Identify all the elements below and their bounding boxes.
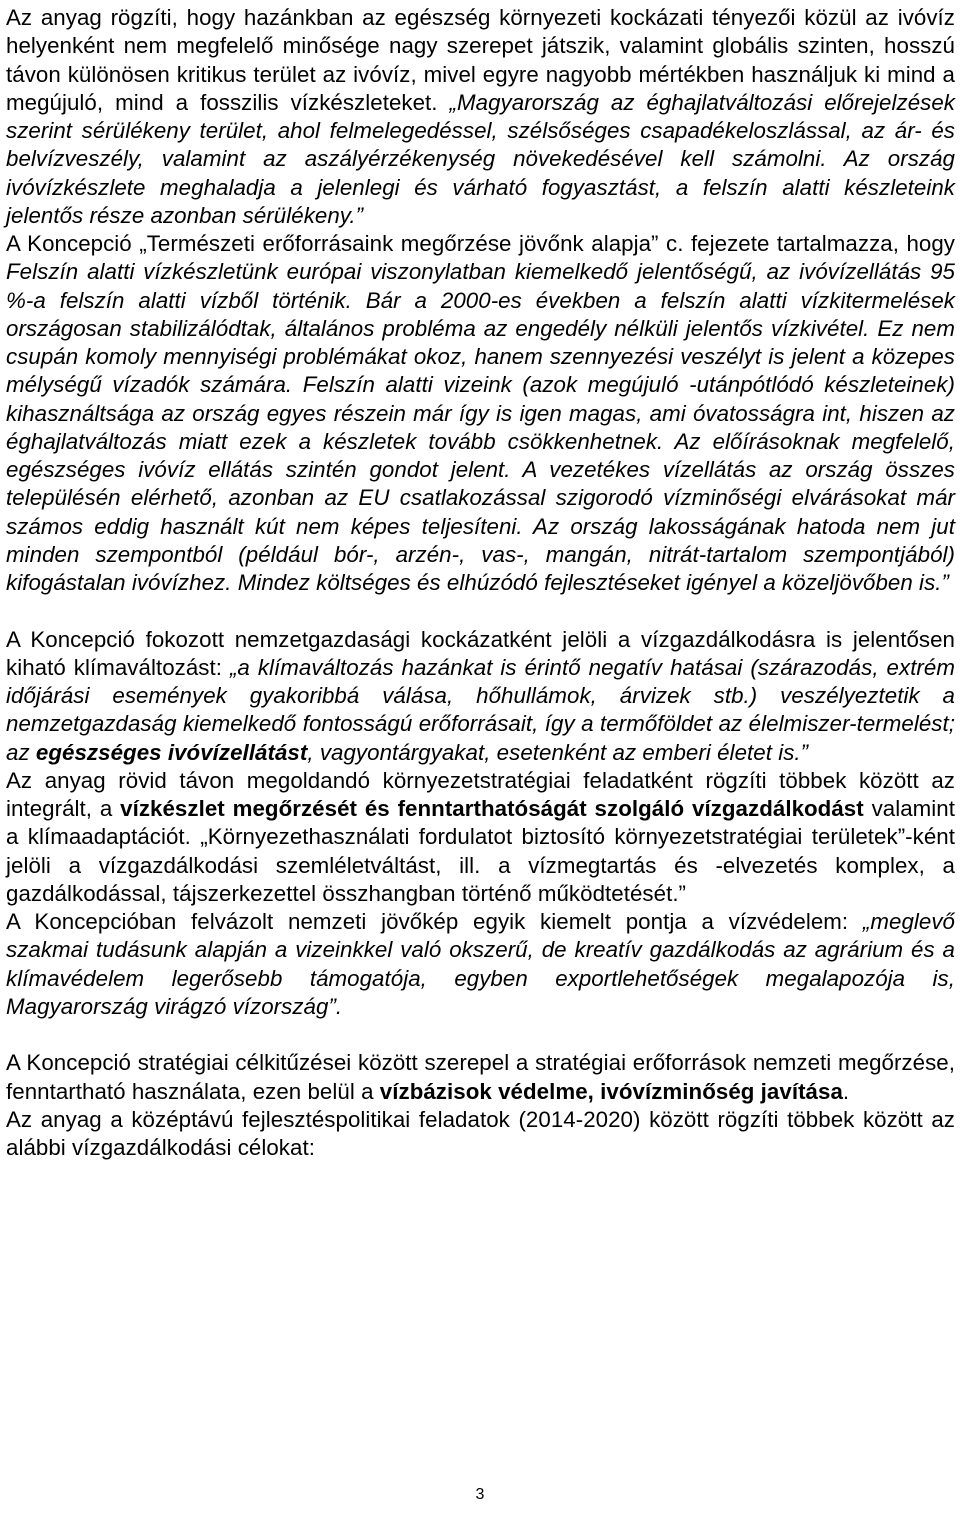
text-run: A Koncepcióban felvázolt nemzeti jövőkép egyik kiemelt pontja a vízvédelem: <box>6 909 863 934</box>
emphasis-text: vízbázisok védelme, ivóvízminőség javítása <box>379 1078 843 1104</box>
text-run: Az anyag a középtávú fejlesztéspolitikai feladatok (2014-2020) között rögzíti többek között az alábbi vízgazdálkodási célokat: <box>6 1106 955 1160</box>
text-run: Az anyag rögzíti, hogy hazánkban az egészség környezeti kockázati tényezői közül az ivóvíz helyenként nem megfelelő minősége nagy szerepet játszik, valamint globális szinten, hosszú távon különösen kritikus terület az ivóvíz, mivel egyre nagyobb mértékben használjuk ki mind a megújuló, mind a fosszilis vízkészleteket. <box>6 5 955 115</box>
text-run: valamint a klímaadaptációt. „Környezethasználati fordulatot biztosító környezetstratégiai területek”-ként jelöli a vízgazdálkodási szemléletváltást, ill. a vízmegtartás és -elvezetés komplex, a gazdálkodással, tájszerkezettel összhangban történő működtetését.” <box>6 796 955 906</box>
paragraph-1 <box>6 4 955 230</box>
document-body <box>6 4 955 1162</box>
emphasis-text: vízkészlet megőrzését és fenntarthatóságát szolgáló vízgazdálkodást <box>120 796 864 821</box>
text-run: A Koncepció „Természeti erőforrásaink megőrzése jövőnk alapja” c. fejezete tartalmazza, hogy <box>6 231 955 256</box>
quote-text: „a klímaváltozás hazánkat is érintő negatív hatásai (szárazodás, extrém időjárási események gyakoribbá válása, hőhullámok, árvizek stb.) veszélyeztetik a nemzetgazdaság kiemelkedő fontosságú erőforrásait, így a termőföldet az élelmiszer-termelést; az <box>6 654 955 765</box>
paragraph-4 <box>6 767 955 908</box>
paragraph-6 <box>6 1049 955 1106</box>
quote-text: , vagyontárgyakat, esetenként az emberi életet is.” <box>307 739 809 765</box>
paragraph-3 <box>6 626 955 767</box>
paragraph-5 <box>6 908 955 1021</box>
quote-text: Felszín alatti vízkészletünk európai viszonylatban kiemelkedő jelentőségű, az ivóvízellátás 95 %-a felszín alatti vízből történik. Bár a 2000-es években a felszín alatti vízkitermelések országosan stabilizálódtak, általános probléma az engedély nélküli jelentős vízkivétel. Ez nem csupán komoly mennyiségi problémákat okoz, hanem szennyezési veszélyt is jelent a közepes mélységű vízadók számára. Felszín alatti vizeink (azok megújuló -utánpótlódó készleteinek) kihasználtsága az ország egyes részein már így is igen magas, ami óvatosságra int, hiszen az éghajlatváltozás miatt ezek a készletek tovább csökkenhetnek. Az előírásoknak megfelelő, egészséges ivóvíz ellátás szintén gondot jelent. A vezetékes vízellátás az ország összes településén elérhető, azonban az EU csatlakozással szigorodó vízminőségi elvárásokat már számos eddig használt kút nem képes teljesíteni. Az ország lakosságának hatoda nem jut minden szempontból (például bór-, arzén-, vas-, mangán, nitrát-tartalom szempontjából) kifogástalan ivóvízhez. Mindez költséges és elhúzódó fejlesztéseket igényel a közeljövőben is.” <box>6 259 955 595</box>
quote-text: „Magyarország az éghajlatváltozási előrejelzések szerint sérülékeny terület, ahol felmelegedéssel, szélsőséges csapadékeloszlással, az ár- és belvízveszély, valamint az aszályérzékenység növekedésével kell számolni. Az ország ivóvízkészlete meghaladja a jelenlegi és várható fogyasztást, a felszín alatti készleteink jelentős része azonban sérülékeny.” <box>6 89 956 228</box>
emphasis-text: egészséges ivóvízellátást <box>35 739 308 765</box>
text-run: Az anyag rövid távon megoldandó környezetstratégiai feladatként rögzíti többek között az integrált, a <box>6 767 955 821</box>
paragraph-gap <box>6 597 955 625</box>
paragraph-gap <box>6 1021 955 1049</box>
text-run: A Koncepció fokozott nemzetgazdasági kockázatként jelöli a vízgazdálkodásra is jelentősen kiható klímaváltozást: <box>6 626 955 680</box>
text-run: . <box>842 1078 850 1104</box>
paragraph-7 <box>6 1106 955 1163</box>
paragraph-2 <box>6 230 955 597</box>
quote-text: „meglevő szakmai tudásunk alapján a vizeinkkel való okszerű, de kreatív gazdálkodás az agrárium és a klímavédelem legerősebb támogatója, egyben exportlehetőségek megalapozója is, Magyarország virágzó vízország”. <box>6 909 955 1019</box>
text-run: A Koncepció stratégiai célkitűzései között szerepel a stratégiai erőforrások nemzeti megőrzése, fenntartható használata, ezen belül a <box>6 1050 955 1104</box>
page-number: 3 <box>475 1486 485 1503</box>
